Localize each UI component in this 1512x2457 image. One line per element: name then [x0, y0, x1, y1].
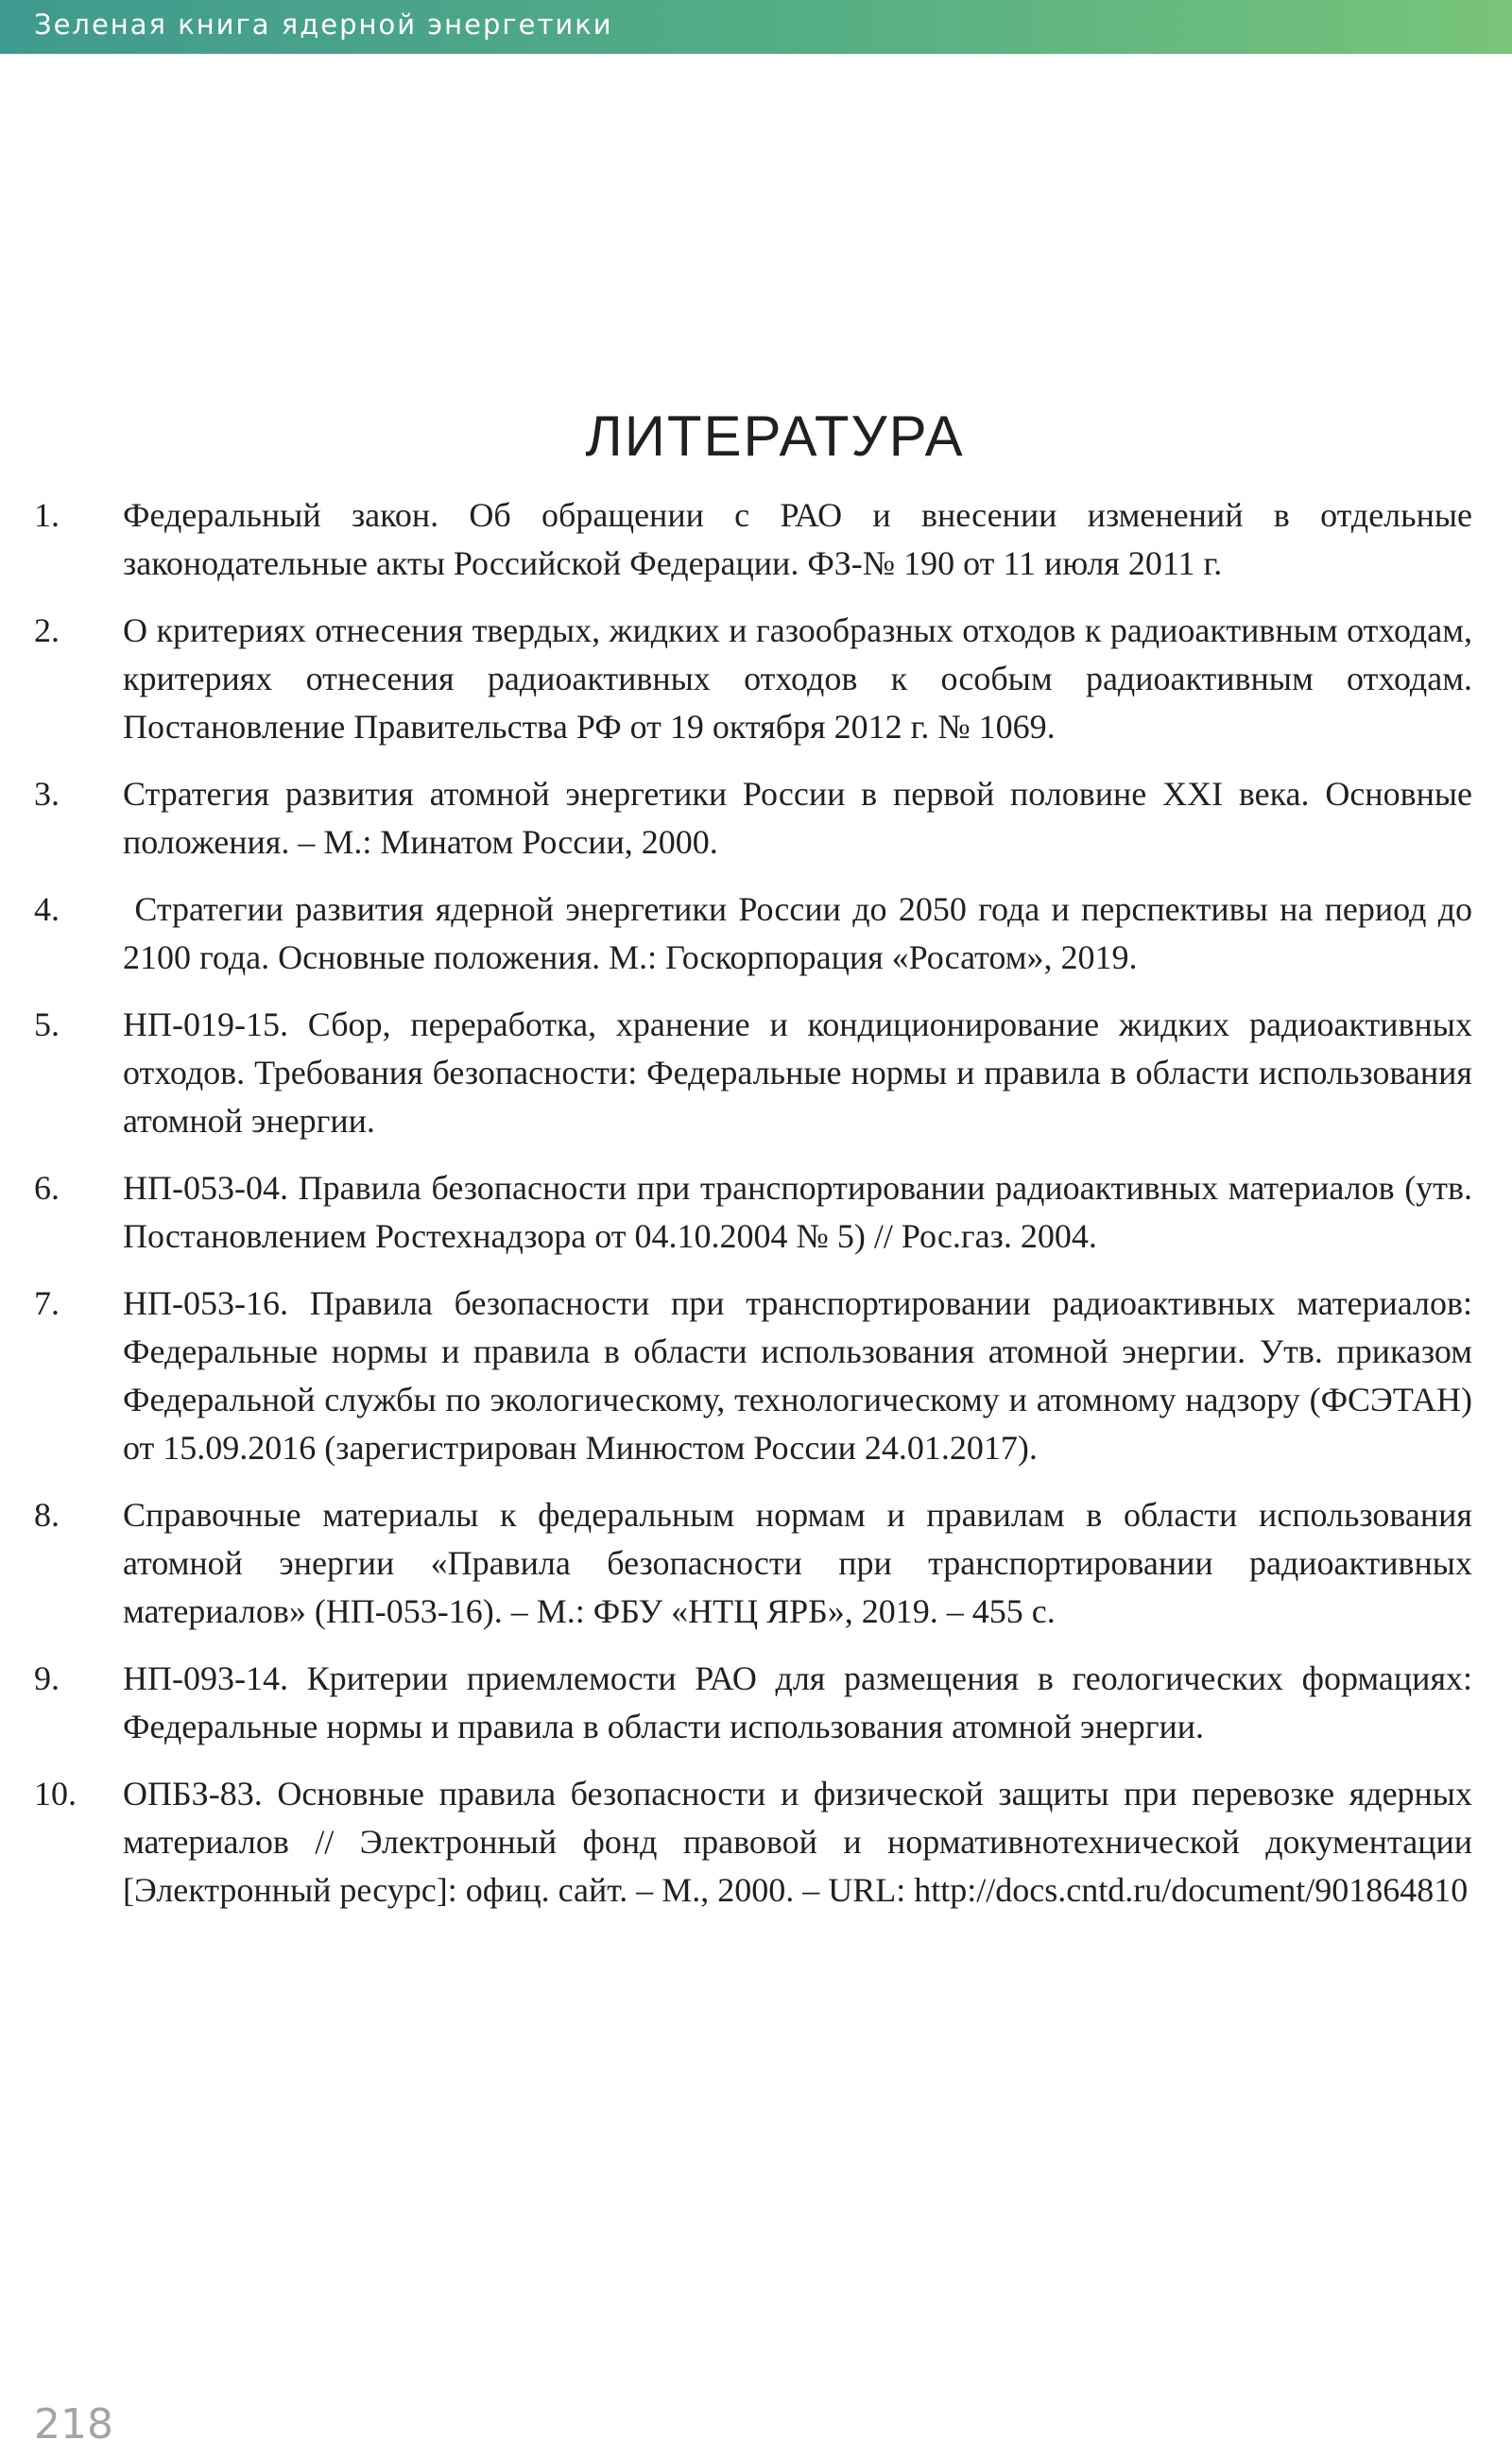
reference-item [34, 770, 1472, 867]
reference-number: 7. [34, 1284, 60, 1322]
reference-item [34, 607, 1472, 751]
section-title: ЛИТЕРАТУРА [585, 404, 965, 468]
reference-number: 8. [34, 1496, 60, 1534]
reference-text: НП-093-14. Критерии приемлемости РАО для размещения в геологических формациях: Федеральные нормы и правила в области использования атомной энергии. [123, 1659, 1472, 1745]
reference-text: О критериях отнесения твердых, жидких и газообразных отходов к радиоактивным отходам, критериях отнесения радиоактивных отходов к особым радиоактивным отходам. Постановление Правительства РФ от 19 октября 2012 г. № 1069. [123, 611, 1472, 746]
reference-number: 2. [34, 611, 60, 649]
running-header-title: Зеленая книга ядерной энергетики [34, 9, 613, 41]
reference-text: Федеральный закон. Об обращении с РАО и внесении изменений в отдельные законодательные акты Российской Федерации. ФЗ-№ 190 от 11 июля 2011 г. [123, 496, 1472, 582]
reference-item [34, 491, 1472, 588]
reference-item [34, 885, 1482, 982]
reference-text: Справочные материалы к федеральным нормам и правилам в области использования атомной энергии «Правила безопасности при транспортировании радиоактивных материалов» (НП-053-16). – М.: ФБУ «НТЦ ЯРБ», 2019. – 455 с. [123, 1496, 1472, 1630]
reference-number: 10. [34, 1775, 77, 1813]
reference-number: 3. [34, 775, 60, 813]
reference-text: НП-053-04. Правила безопасности при транспортировании радиоактивных материалов (утв. Постановлением Ростехнадзора от 04.10.2004 № 5) // Рос.газ. 2004. [123, 1169, 1472, 1255]
reference-number: 5. [34, 1005, 60, 1043]
reference-item [34, 1491, 1472, 1636]
reference-text: Стратегия развития атомной энергетики России в первой половине XXI века. Основные положения. – М.: Минатом России, 2000. [123, 775, 1472, 861]
reference-text: НП-053-16. Правила безопасности при транспортировании радиоактивных материалов: Федеральные нормы и правила в области использования атомной энергии. Утв. приказом Федеральной службы по экологическому, технологическому и атомному надзору (ФСЭТАН) от 15.09.2016 (зарегистрирован Минюстом России 24.01.2017). [123, 1284, 1472, 1467]
reference-number: 1. [34, 496, 60, 534]
reference-item [34, 1655, 1472, 1751]
reference-item [34, 1164, 1472, 1261]
reference-item [34, 1770, 1472, 1915]
reference-number: 6. [34, 1169, 60, 1207]
reference-number: 4. [34, 890, 60, 928]
reference-item [34, 1280, 1472, 1472]
page-number: 218 [34, 2400, 113, 2448]
header-band [0, 0, 1512, 54]
reference-text: ОПБЗ-83. Основные правила безопасности и физической защиты при перевозке ядерных материалов // Электронный фонд правовой и нормативнотехнической документации [Электронный ресурс]: офиц. сайт. – М., 2000. – URL: http://docs.cntd.ru/document/901864810 [123, 1775, 1472, 1909]
reference-item [34, 1001, 1472, 1145]
reference-number: 9. [34, 1659, 60, 1697]
reference-text: Стратегии развития ядерной энергетики России до 2050 года и перспективы на период до 2100 года. Основные положения. М.: Госкорпорация «Росатом», 2019. [123, 890, 1482, 976]
reference-text: НП-019-15. Сбор, переработка, хранение и кондиционирование жидких радиоактивных отходов. Требования безопасности: Федеральные нормы и правила в области использования атомной энергии. [123, 1005, 1472, 1140]
reference-list [34, 491, 1482, 1933]
